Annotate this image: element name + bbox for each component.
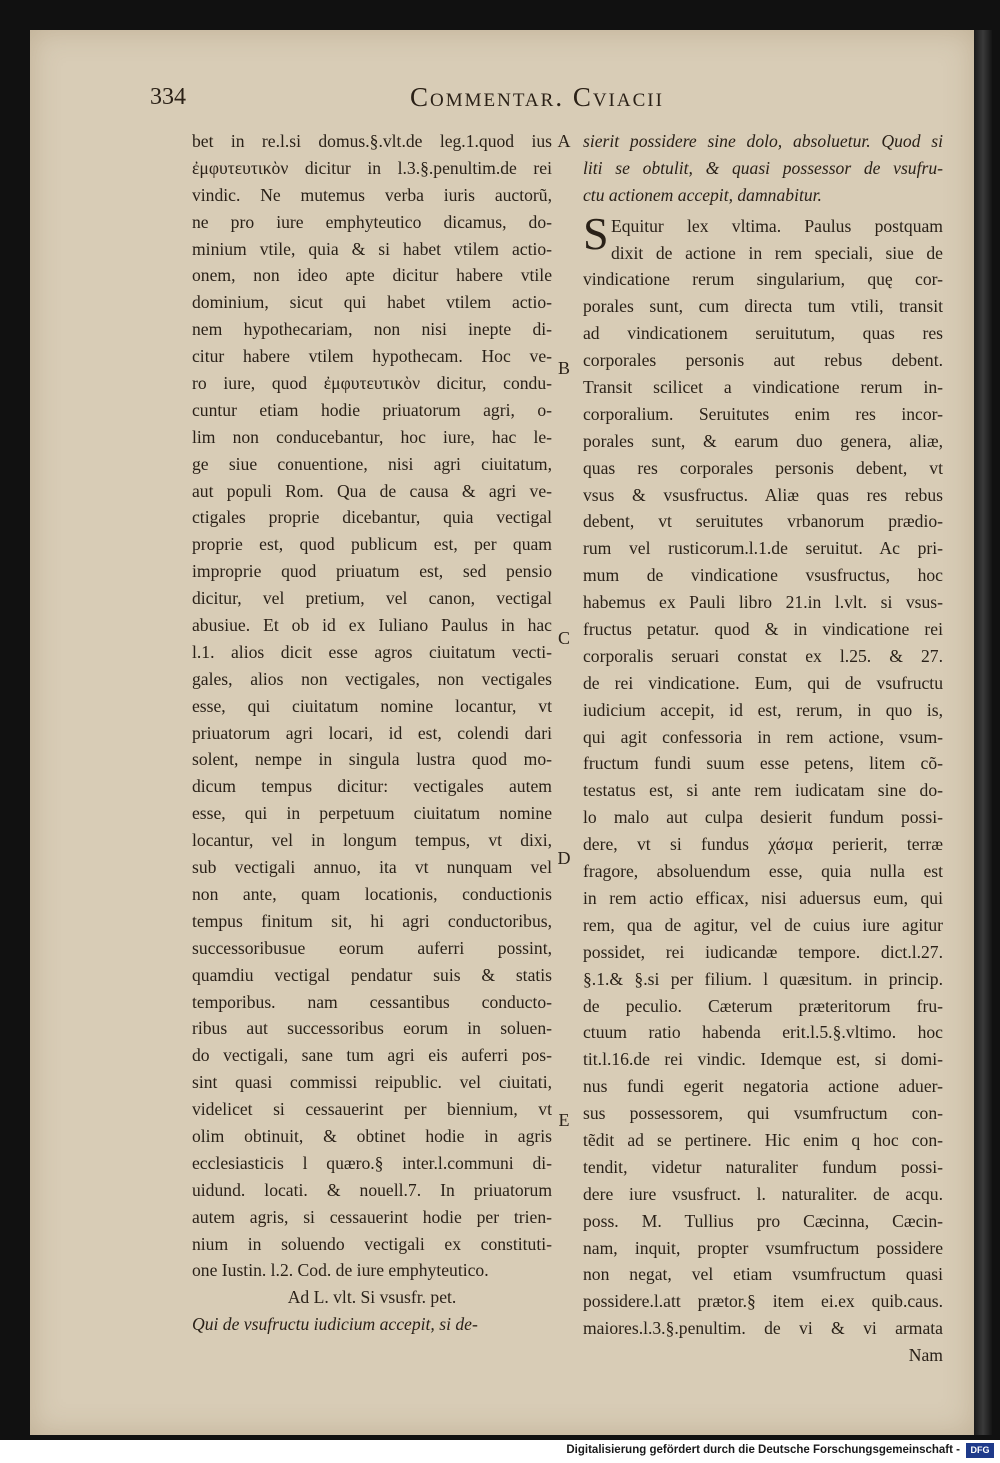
text-line: ἐμφυτευτικὸν dicitur in l.3.§.penultim.de rei bbox=[192, 157, 552, 178]
text-line: Qui de vsufructu iudicium accepit, si de- bbox=[192, 1314, 478, 1335]
text-line: tit.l.16.de rei vindic. Idemque est, si domi- bbox=[583, 1049, 943, 1070]
text-line: possidet, rei iudicandæ tempore. dict.l.27. bbox=[583, 941, 943, 962]
text-line: ro iure, quod ἐμφυτευτικὸν dicitur, condu- bbox=[192, 373, 552, 394]
footer-bar bbox=[0, 1440, 1000, 1463]
text-line: cuntur etiam hodie priuatorum agri, o- bbox=[192, 399, 552, 420]
text-line: corporalium. Seruitutes enim res incor- bbox=[583, 403, 943, 424]
text-line: tẽdit ad se pertinere. Hic enim q hoc con- bbox=[583, 1129, 943, 1150]
text-line: §.1.& §.si per filium. l quæsitum. in princip. bbox=[583, 968, 943, 989]
text-line: Transit scilicet a vindicatione rerum in- bbox=[583, 377, 943, 398]
text-line: one Iustin. l.2. Cod. de iure emphyteutico. bbox=[192, 1260, 489, 1281]
text-line: tendit, videtur naturaliter fundum possi- bbox=[583, 1156, 943, 1177]
text-line: vsus & vsusfructus. Aliæ quas res rebus bbox=[583, 484, 943, 505]
text-line: dixit de actione in rem speciali, siue de bbox=[611, 242, 943, 263]
text-line: vindicatione rerum singularium, quę cor- bbox=[583, 269, 943, 290]
text-line: autem agris, si cessauerint hodie per trien- bbox=[192, 1206, 552, 1227]
text-line: priuatorum agri locari, id est, colendi dari bbox=[192, 722, 552, 743]
text-line: improprie quod priuatum est, sed pensio bbox=[192, 561, 552, 582]
text-line: uidund. locati. & nouell.7. In priuatorum bbox=[192, 1179, 552, 1200]
text-line: temporibus. nam cessantibus conducto- bbox=[192, 991, 552, 1012]
text-line: dicum tempus dicitur: vectigales autem bbox=[192, 776, 552, 797]
text-line: dere iure vsusfruct. l. naturaliter. de acqu. bbox=[583, 1183, 943, 1204]
text-line: fructus petatur. quod & in vindicatione rei bbox=[583, 619, 943, 640]
text-line: liti se obtulit, & quasi possessor de vsufru- bbox=[583, 157, 943, 178]
page-edge bbox=[974, 30, 992, 1435]
text-line: de rei vindicatione. Eum, qui de vsufructu bbox=[583, 672, 943, 693]
margin-letter-a: A bbox=[557, 131, 571, 151]
text-line: aut populi Rom. Qua de causa & agri ve- bbox=[192, 480, 552, 501]
text-line: iudicium accepit, id est, rerum, in quo is, bbox=[583, 699, 943, 720]
text-line: in rem actio efficax, nisi aduersus eum, qui bbox=[583, 887, 943, 908]
text-line: Ad L. vlt. Si vsusfr. pet. bbox=[287, 1287, 457, 1308]
text-line: tempus finitum sit, hi agri conductoribus, bbox=[192, 910, 552, 931]
text-line: testatus est, si ante rem iudicatam sine do- bbox=[583, 780, 943, 801]
text-line: nium in soluendo vectigali ex constituti- bbox=[192, 1233, 552, 1254]
text-line: corporalis seruari constat ex l.25. & 27. bbox=[583, 645, 943, 666]
text-line: corporales personis aut rebus debent. bbox=[583, 350, 943, 371]
margin-letter-c: C bbox=[557, 628, 570, 648]
text-line: locantur, vel in longum tempus, vt dixi, bbox=[192, 830, 552, 851]
text-line: possidere.l.att prætor.§ item ei.ex quib.caus. bbox=[583, 1291, 943, 1312]
dfg-logo: DFG bbox=[966, 1443, 994, 1458]
text-line: sub vectigali annuo, ita vt nunquam vel bbox=[192, 857, 552, 878]
text-line: de peculio. Cæterum præteritorum fru- bbox=[583, 995, 943, 1016]
text-line: esse, qui ciuitatum nomine locantur, vt bbox=[192, 695, 552, 716]
text-line: lim non conducebantur, hoc iure, hac le- bbox=[192, 426, 552, 447]
text-line: Equitur lex vltima. Paulus postquam bbox=[611, 215, 943, 236]
text-line: non ante, quam locationis, conductionis bbox=[192, 883, 552, 904]
text-line: poss. M. Tullius pro Cæcinna, Cæcin- bbox=[583, 1210, 943, 1231]
text-line: lo malo aut culpa desierit fundum possi- bbox=[583, 807, 943, 828]
text-line: successoribusue eorum auferri possint, bbox=[192, 937, 552, 958]
text-line: esse, qui in perpetuum ciuitatum nomine bbox=[192, 803, 552, 824]
text-line: quamdiu vectigal pendatur suis & statis bbox=[192, 964, 552, 985]
left-text-column bbox=[192, 128, 552, 1338]
right-text-column bbox=[583, 128, 943, 1369]
text-line: proprie est, quod publicum est, per quam bbox=[192, 534, 552, 555]
text-line: porales sunt, & earum duo genera, aliæ, bbox=[583, 430, 943, 451]
text-line: ge siue conuentione, nisi agri ciuitatum, bbox=[192, 453, 552, 474]
text-line: l.1. alios dicit esse agros ciuitatum vecti- bbox=[192, 641, 552, 662]
text-line: porales sunt, cum directa tum vtili, transit bbox=[583, 296, 943, 317]
text-line: ctu actionem accepit, damnabitur. bbox=[583, 184, 822, 205]
text-line: fragore, absoluendum esse, quia nulla est bbox=[583, 861, 943, 882]
page-number: 334 bbox=[150, 84, 186, 110]
running-head: Commentar. Cviacii bbox=[410, 82, 664, 112]
text-line: minium vtile, quia & si habet vtilem actio- bbox=[192, 238, 552, 259]
text-line: videlicet si cessauerint per biennium, vt bbox=[192, 1099, 552, 1120]
text-line: abusiue. Et ob id ex Iuliano Paulus in hac bbox=[192, 615, 552, 636]
text-line: quas res corporales personis debent, vt bbox=[583, 457, 943, 478]
text-line: fructum fundi suum esse petens, litem cõ- bbox=[583, 753, 943, 774]
text-line: maiores.l.3.§.penultim. de vi & vi armata bbox=[583, 1318, 943, 1339]
text-line: do vectigali, sane tum agri eis auferri pos- bbox=[192, 1045, 552, 1066]
text-line: nam, inquit, propter vsumfructum possidere bbox=[583, 1237, 943, 1258]
text-line: sierit possidere sine dolo, absoluetur. Quod si bbox=[583, 131, 943, 151]
text-line: ecclesiasticis l quæro.§ inter.l.communi di- bbox=[192, 1152, 552, 1173]
text-line: sus possessorem, qui vsumfructum con- bbox=[583, 1103, 943, 1124]
text-line: nus fundi egerit negatoria actione aduer- bbox=[583, 1076, 943, 1097]
text-line: solent, nempe in singula lustra quod mo- bbox=[192, 749, 552, 770]
text-line: ad vindicationem seruitutum, quas res bbox=[583, 323, 943, 344]
text-line: debent, vt seruitutes vrbanorum prædio- bbox=[583, 511, 943, 532]
text-line: ctuum ratio habenda erit.l.5.§.vltimo. hoc bbox=[583, 1022, 943, 1043]
text-line: dere, vt si fundus χάσμα perierit, terræ bbox=[583, 834, 943, 855]
text-line: ne pro iure emphyteutico dicamus, do- bbox=[192, 211, 552, 232]
text-line: onem, non ideo apte dicitur habere vtile bbox=[192, 265, 552, 286]
text-line: dicitur, vel pretium, vel canon, vectigal bbox=[192, 588, 552, 609]
text-line: bet in re.l.si domus.§.vlt.de leg.1.quod ius bbox=[192, 131, 552, 151]
text-line: Nam bbox=[908, 1345, 943, 1366]
text-line: vindic. Ne mutemus verba iuris auctorũ, bbox=[192, 184, 552, 205]
text-line: olim obtinuit, & obtinet hodie in agris bbox=[192, 1125, 552, 1146]
text-line: rem, qua de agitur, vel de cuius iure agitur bbox=[583, 914, 943, 935]
drop-cap: S bbox=[583, 207, 609, 259]
text-line: qui agit confessoria in rem actione, vsum- bbox=[583, 726, 943, 747]
text-line: ribus aut successoribus eorum in soluen- bbox=[192, 1018, 552, 1039]
margin-letter-d: D bbox=[557, 848, 571, 868]
text-line: citur habere vtilem hypothecam. Hoc ve- bbox=[192, 346, 552, 367]
funding-credit: Digitalisierung gefördert durch die Deutsche Forschungsgemeinschaft - bbox=[566, 1444, 960, 1456]
text-line: ctigales proprie dicebantur, quia vectigal bbox=[192, 507, 552, 528]
text-line: mum de vindicatione vsusfructus, hoc bbox=[583, 565, 943, 586]
text-line: dominium, sicut qui habet vtilem actio- bbox=[192, 292, 552, 313]
page-header bbox=[150, 78, 810, 118]
text-line: habemus ex Pauli libro 21.in l.vlt. si vsus- bbox=[583, 592, 943, 613]
margin-letter-e: E bbox=[558, 1110, 570, 1130]
text-line: nem hypothecariam, non nisi inepte di- bbox=[192, 319, 552, 340]
text-line: sint quasi commissi reipublic. vel ciuitati, bbox=[192, 1072, 552, 1093]
text-line: non negat, vel etiam vsumfructum quasi bbox=[583, 1264, 943, 1285]
text-line: gales, alios non vectigales, non vectigales bbox=[192, 668, 552, 689]
margin-letter-b: B bbox=[557, 358, 570, 378]
text-line: rum vel rusticorum.l.1.de seruitut. Ac pri- bbox=[583, 538, 943, 559]
